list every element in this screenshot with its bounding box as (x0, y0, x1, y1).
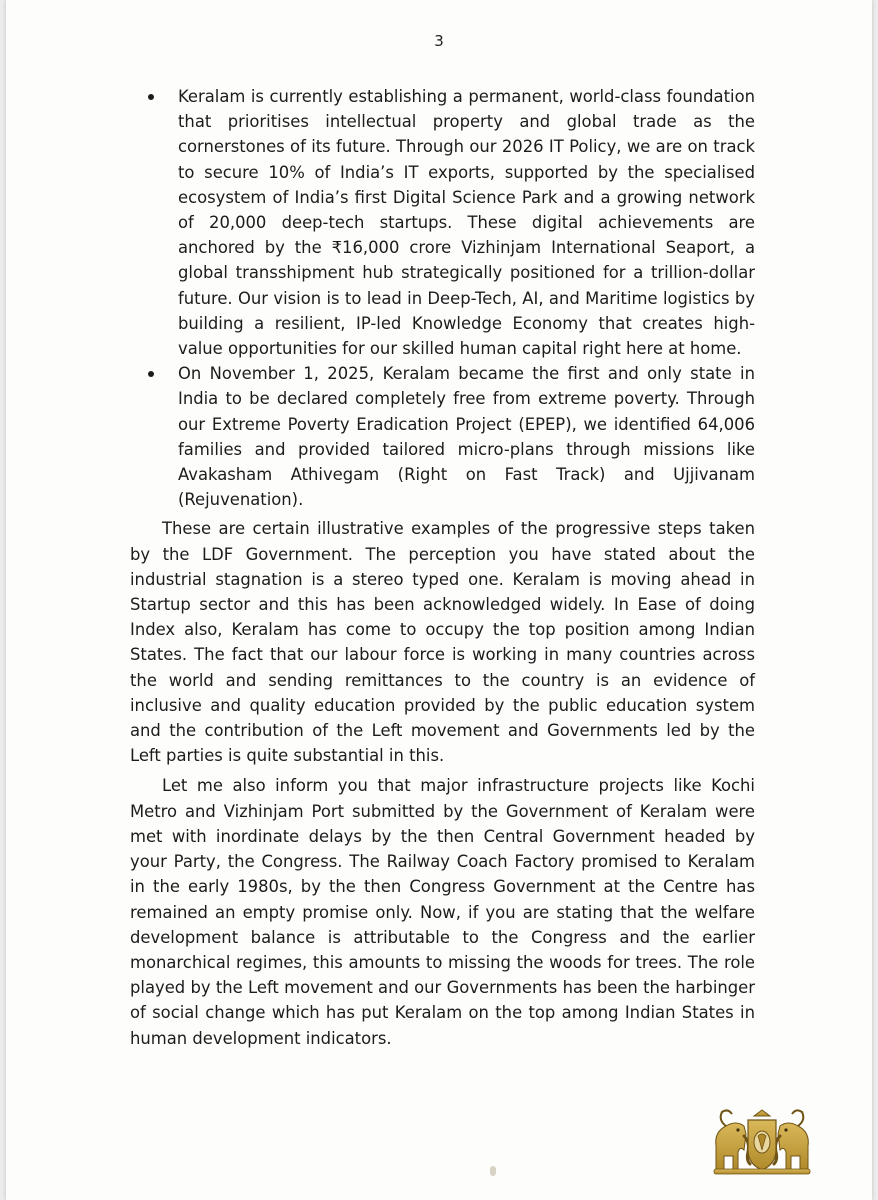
left-elephant-icon (716, 1110, 750, 1170)
document-page (6, 0, 872, 1200)
emblem-base (714, 1169, 810, 1174)
kerala-state-emblem-icon (710, 1106, 814, 1176)
bullet-item-poverty-eradication (130, 361, 755, 512)
paragraph-progressive-steps: These are certain illustrative examples of the progressive steps taken by the LDF Government. The perception you have stated about the industrial stagnation is a stereo typed one. Keralam is moving ahead in Startup sector and this has been acknowledged widely. In Ease of doing Index also, Keralam has come to occupy the top position among Indian States. The fact that our labour force is working in many countries across the world and sending remittances to the country is an evidence of inclusive and quality education provided by the public education system and the contribution of the Left movement and Governments led by the Left parties is quite substantial in this. (130, 519, 755, 766)
bullet-text: On November 1, 2025, Keralam became the first and only state in India to be declared completely free from extreme poverty. Through our Extreme Poverty Eradication Project (EPEP), we identified 64,006 families and provided tailored micro-plans through missions like Avakasham Athivegam (Right on Fast Track) and Ujjivanam (Rejuvenation). (178, 364, 755, 510)
letter-body (130, 84, 755, 1051)
bullet-dot-icon (148, 371, 154, 377)
bullet-dot-icon (148, 94, 154, 100)
paragraph-infrastructure-projects: Let me also inform you that major infrastructure projects like Kochi Metro and Vizhinjam Port submitted by the Government of Keralam were met with inordinate delays by the then Central Government headed by your Party, the Congress. The Railway Coach Factory promised to Keralam in the early 1980s, by the then Congress Government at the Centre has remained an empty promise only. Now, if you are stating that the welfare development balance is attributable to the Congress and the earlier monarchical regimes, this amounts to missing the woods for trees. The role played by the Left movement and our Governments has been the harbinger of social change which has put Keralam on the top among Indian States in human development indicators. (130, 776, 755, 1048)
bullet-item-it-policy (130, 84, 755, 361)
page-number: 3 (434, 32, 444, 50)
paper-mark (490, 1166, 496, 1176)
central-shield-icon (748, 1110, 776, 1170)
achievements-bullet-list (130, 84, 755, 512)
bullet-text: Keralam is currently establishing a permanent, world-class foundation that prioritises intellectual property and global trade as the cornerstones of its future. Through our 2026 IT Policy, we are on track to secure 10% of India’s IT exports, supported by the specialised ecosystem of India’s first Digital Science Park and a growing network of 20,000 deep-tech startups. These digital achievements are anchored by the ₹16,000 crore Vizhinjam International Seaport, a global transshipment hub strategically positioned for a trillion-dollar future. Our vision is to lead in Deep-Tech, AI, and Maritime logistics by building a resilient, IP-led Knowledge Economy that creates high-value opportunities for our skilled human capital right here at home. (178, 87, 755, 359)
right-elephant-icon (774, 1110, 808, 1170)
